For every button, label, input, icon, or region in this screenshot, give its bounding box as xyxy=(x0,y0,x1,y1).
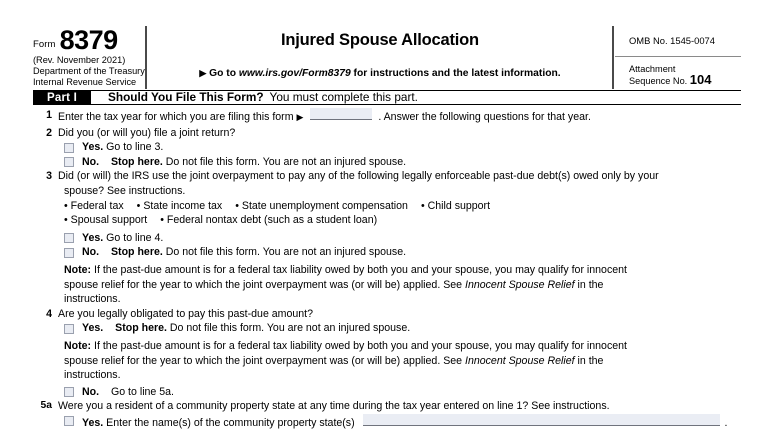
line-3-note-label: Note: xyxy=(64,263,92,276)
community-property-states-input[interactable] xyxy=(363,414,720,426)
line-1-text-after: . Answer the following questions for that year. xyxy=(378,111,591,123)
bullet-federal-nontax-debt: • Federal nontax debt (such as a student loan) xyxy=(160,214,378,227)
line-3-no-bold: No. xyxy=(82,246,100,259)
line-3-yes-checkbox[interactable] xyxy=(64,233,74,243)
bullet-spousal-support: • Spousal support xyxy=(64,214,148,227)
line-3-no-stop-here: Stop here. xyxy=(110,246,163,259)
line-3-bullets-row-2 xyxy=(33,213,745,228)
line-3-note-line-1 xyxy=(64,263,745,278)
bullet-state-income-tax: • State income tax xyxy=(136,199,223,212)
right-triangle-icon: ▶ xyxy=(296,112,304,122)
form-identifier xyxy=(33,25,145,55)
line-2-yes-label xyxy=(82,140,163,155)
part-1-heading xyxy=(91,91,741,104)
line-5a-question: Were you a resident of a community property state at any time during the tax year entered on line 1? See instructions. xyxy=(58,400,610,413)
line-4-row xyxy=(33,307,745,322)
line-3-no-option[interactable] xyxy=(33,245,745,260)
form-word-label: Form xyxy=(33,39,56,50)
line-4-note-p2b: in the xyxy=(577,354,604,367)
line-5a-row xyxy=(33,399,745,414)
line-3-question-line-1: Did (or will) the IRS use the joint overpayment to pay any of the following legally enforceable past-due debt(s) owed only by your xyxy=(58,170,659,183)
tax-year-input[interactable] xyxy=(310,108,372,120)
line-5a-yes-checkbox[interactable] xyxy=(64,416,74,426)
line-4-yes-checkbox[interactable] xyxy=(64,324,74,334)
line-2-row xyxy=(33,126,745,141)
line-4-yes-bold: Yes. xyxy=(82,322,104,335)
line-3-number: 3 xyxy=(46,170,52,183)
line-2-yes-checkbox[interactable] xyxy=(64,143,74,153)
attachment-sequence-text: Sequence No. xyxy=(629,75,688,86)
line-2-no-label xyxy=(82,155,406,170)
line-4-question: Are you legally obligated to pay this past-due amount? xyxy=(58,307,314,320)
part-1-tag: Part I xyxy=(33,91,91,104)
line-4-note-italic: Innocent Spouse Relief xyxy=(465,354,575,367)
line-3-no-label xyxy=(82,245,406,260)
form-number: 8379 xyxy=(59,25,118,55)
line-4-yes-label xyxy=(82,321,410,336)
attachment-sequence-number: 104 xyxy=(689,71,712,87)
line-3-note xyxy=(33,263,745,307)
line-5a-yes-rest: Enter the name(s) of the community property state(s) xyxy=(106,416,355,429)
line-3-note-line-2 xyxy=(64,278,745,293)
form-header xyxy=(33,26,741,89)
line-3-row xyxy=(33,169,745,184)
line-4-no-rest: Go to line 5a. xyxy=(110,385,174,398)
line-4-note xyxy=(33,339,745,383)
goto-instruction-line xyxy=(149,67,611,80)
right-triangle-icon: ▶ xyxy=(199,68,207,78)
line-3-yes-rest: Go to line 4. xyxy=(106,231,164,244)
part-1-header-bar xyxy=(33,90,741,105)
line-2-yes-rest: Go to line 3. xyxy=(106,141,164,154)
omb-number: OMB No. 1545-0074 xyxy=(629,35,715,46)
line-1-text-before: Enter the tax year for which you are filing this form xyxy=(58,111,294,123)
line-5a-trailing-period: . xyxy=(724,416,728,429)
line-2-no-option[interactable] xyxy=(33,155,745,170)
line-4-note-line-2 xyxy=(64,354,745,369)
attachment-sequence xyxy=(615,57,741,86)
line-4-yes-option[interactable] xyxy=(33,321,745,336)
line-4-note-line-3: instructions. xyxy=(64,369,121,382)
bullet-child-support: • Child support xyxy=(420,199,491,212)
header-right-block xyxy=(615,26,741,89)
line-5a-yes-bold: Yes. xyxy=(82,416,104,429)
line-4-yes-rest: Do not file this form. You are not an injured spouse. xyxy=(169,322,411,335)
bullet-federal-nontax-debt-label: Federal nontax debt (such as a student loan) xyxy=(166,214,378,227)
part-1-heading-bold: Should You File This Form? xyxy=(108,90,264,104)
header-center-block xyxy=(149,26,611,89)
line-1-number: 1 xyxy=(46,109,52,121)
line-3-yes-label xyxy=(82,231,163,246)
line-3-note-p2b: in the xyxy=(577,278,604,291)
line-5a-yes-label xyxy=(82,414,728,431)
line-3-note-line-3: instructions. xyxy=(64,293,121,306)
line-2-no-bold: No. xyxy=(82,155,100,168)
line-3-question xyxy=(58,169,745,184)
goto-url: www.irs.gov/Form8379 xyxy=(238,68,351,79)
part-1-heading-normal: You must complete this part. xyxy=(269,90,418,104)
line-1-text xyxy=(58,108,745,125)
bullet-federal-tax-label: Federal tax xyxy=(70,199,124,212)
line-4-note-line-1 xyxy=(64,339,745,354)
line-3-note-italic: Innocent Spouse Relief xyxy=(465,278,575,291)
bullet-state-unemployment: • State unemployment compensation xyxy=(235,199,408,212)
line-1-row xyxy=(33,108,745,125)
line-4-note-label: Note: xyxy=(64,339,92,352)
header-left-block xyxy=(33,26,145,89)
bullet-federal-tax: • Federal tax xyxy=(64,199,124,212)
line-3-no-rest: Do not file this form. You are not an injured spouse. xyxy=(165,246,407,259)
bullet-child-support-label: Child support xyxy=(427,199,491,212)
line-3-note-p2a: spouse relief for the year to which the joint overpayment was (or will be) applied. See xyxy=(64,278,463,291)
line-3-bullets-row-1 xyxy=(33,199,745,214)
line-3-note-p1: If the past-due amount is for a federal tax liability owed by both you and your spouse, you may qualify for innocent xyxy=(94,263,627,276)
line-4-no-bold: No. xyxy=(82,385,100,398)
form-title: Injured Spouse Allocation xyxy=(281,31,479,49)
line-4-note-p1: If the past-due amount is for a federal tax liability owed by both you and your spouse, you may qualify for innocent xyxy=(94,339,627,352)
line-4-no-checkbox[interactable] xyxy=(64,387,74,397)
goto-suffix: for instructions and the latest information. xyxy=(353,68,561,79)
header-divider-right xyxy=(612,26,614,89)
line-4-note-p2a: spouse relief for the year to which the joint overpayment was (or will be) applied. See xyxy=(64,354,463,367)
line-5a-yes-option[interactable] xyxy=(33,414,745,431)
line-3-yes-bold: Yes. xyxy=(82,231,104,244)
department-line-2: Internal Revenue Service xyxy=(33,76,137,87)
bullet-spousal-support-label: Spousal support xyxy=(70,214,148,227)
line-2-no-checkbox[interactable] xyxy=(64,157,74,167)
line-3-yes-option[interactable] xyxy=(33,231,745,246)
attachment-label-line-2 xyxy=(629,71,741,87)
department-line-1: Department of the Treasury xyxy=(33,66,145,76)
form-revision-date: (Rev. November 2021) xyxy=(33,55,126,65)
line-2-yes-bold: Yes. xyxy=(82,141,104,154)
bullet-state-income-tax-label: State income tax xyxy=(143,199,223,212)
line-2-yes-option[interactable] xyxy=(33,140,745,155)
line-3-question-line-2: spouse? See instructions. xyxy=(64,184,186,197)
bullet-state-unemployment-label: State unemployment compensation xyxy=(241,199,408,212)
line-4-no-label xyxy=(82,385,174,400)
line-3-no-checkbox[interactable] xyxy=(64,248,74,258)
line-4-no-option[interactable] xyxy=(33,385,745,400)
line-2-no-rest: Do not file this form. You are not an injured spouse. xyxy=(165,155,407,168)
form-body xyxy=(33,108,745,430)
attachment-label-line-1: Attachment xyxy=(629,64,676,75)
goto-prefix: Go to xyxy=(209,68,237,79)
line-2-question: Did you (or will you) file a joint return? xyxy=(58,126,236,139)
header-divider-left xyxy=(145,26,147,89)
line-2-no-stop-here: Stop here. xyxy=(110,155,163,168)
line-5a-number: 5a xyxy=(40,400,52,412)
line-4-number: 4 xyxy=(46,307,52,320)
line-4-yes-stop-here: Stop here. xyxy=(115,322,167,335)
line-2-number: 2 xyxy=(46,126,52,139)
